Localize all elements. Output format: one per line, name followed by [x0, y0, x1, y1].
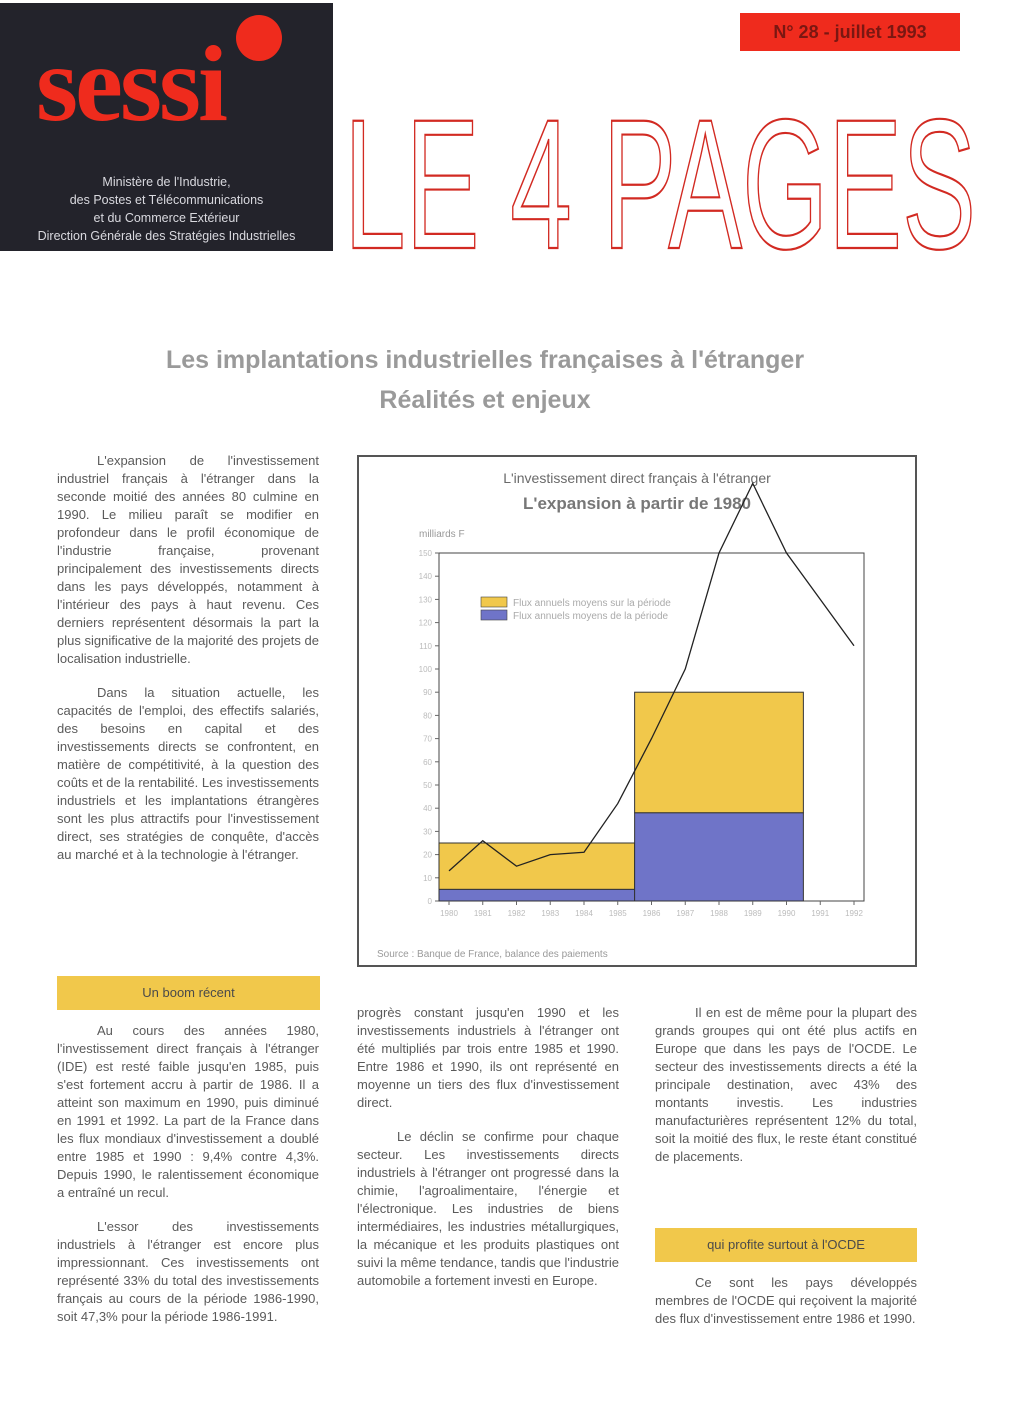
- y-tick-label: 30: [423, 827, 432, 837]
- x-tick-label: 1987: [676, 909, 695, 918]
- section-heading-ocde: qui profite surtout à l'OCDE: [655, 1228, 917, 1262]
- legend-swatch-blue: [481, 610, 507, 620]
- logo-wordmark: sessi: [36, 25, 226, 144]
- chart-frame: [357, 455, 917, 967]
- paragraph: Ce sont les pays développés membres de l'OCDE qui reçoivent la majorité des flux d'investissement entre 1986 et 1990.: [655, 1275, 917, 1326]
- x-tick-label: 1991: [811, 909, 830, 918]
- chart-unit: milliards F: [419, 529, 465, 540]
- bar-upper-segment: [635, 692, 804, 813]
- headline-line1: Les implantations industrielles françaises à l'étranger: [165, 346, 805, 374]
- publication-title: [342, 112, 982, 252]
- headline-line2: Réalités et enjeux: [379, 386, 591, 414]
- x-tick-label: 1980: [440, 909, 458, 918]
- y-tick-label: 110: [419, 641, 432, 651]
- x-tick-label: 1982: [507, 909, 526, 918]
- paragraph: L'expansion de l'investissement industriel français à l'étranger dans la seconde moitié des années 80 culmine en 1990. Le milieu paraît se modifier en profondeur dans le profil économique de l'industrie française, provenant principalement des investissements directs dans les pays développés, notamment à l'intérieur des pays à haut revenu. Ces derniers représentent désormais la part la plus significative de la majorité des projets de localisation industrielle.: [57, 453, 319, 666]
- y-tick-label: 40: [423, 804, 432, 814]
- chart-title: L'investissement direct français à l'étranger: [503, 470, 771, 486]
- y-tick-label: 140: [418, 572, 432, 582]
- legend-label-2: Flux annuels moyens de la période: [513, 611, 669, 622]
- column-left-lower: [57, 1022, 319, 1342]
- ministry-line: des Postes et Télécommunications: [69, 193, 264, 207]
- paragraph: Il en est de même pour la plupart des grands groupes qui ont été plus actifs en Europe que dans les pays de l'OCDE. Le secteur des investissements directs a été la principale destination, avec 43% des montants investis. Les industries manufacturières représentent 12% du total, soit la moitié des flux, le reste étant constitué de placements.: [655, 1005, 917, 1164]
- bar-lower-segment: [439, 889, 635, 901]
- x-tick-label: 1992: [845, 909, 863, 918]
- bar-upper-segment: [439, 843, 635, 889]
- y-tick-label: 70: [423, 734, 432, 744]
- section-heading-boom: Un boom récent: [57, 976, 320, 1010]
- y-tick-label: 90: [423, 688, 432, 698]
- column-right: [655, 1004, 917, 1182]
- y-tick-label: 10: [423, 873, 432, 883]
- y-tick-label: 20: [423, 850, 432, 860]
- y-tick-label: 130: [418, 595, 432, 605]
- x-tick-label: 1981: [473, 909, 492, 918]
- ministry-line: et du Commerce Extérieur: [93, 211, 240, 225]
- column-right-lower: [655, 1274, 917, 1344]
- y-tick-label: 60: [423, 757, 432, 767]
- paragraph: Le déclin se confirme pour chaque secteur. Les investissements directs industriels à l'étranger ont progressé dans la chimie, l'agroalimentaire, l'énergie et l'électronique. Les industries de biens intermédiaires, les industries métallurgiques, la mécanique et les produits plastiques ont suivi la même tendance, tandis que l'industrie automobile a fortement investi en Europe.: [357, 1129, 619, 1288]
- y-tick-label: 50: [423, 781, 432, 790]
- paragraph: Dans la situation actuelle, les capacités de l'emploi, des effectifs salariés, des besoins en capital et des investissements directs se confrontent, en matière de compétitivité, à la question des coûts et de la rentabilité. Les investissements industriels et les implantations étrangères sont les plus attractifs pour l'investissement direct, ses stratégies de conquête, d'accès au marché et à la technologie à l'étranger.: [57, 685, 319, 862]
- paragraph: L'essor des investissements industriels à l'étranger est encore plus impressionnant. Ces investissements ont représenté 33% du total des investissements français au cours de la période 1986-1990, soit 47,3% pour la période 1986-1991.: [57, 1219, 319, 1324]
- sessi-logo-block: [0, 3, 333, 251]
- bar-lower-segment: [635, 813, 804, 901]
- publication-title-text: LE 4 PAGES: [344, 112, 976, 252]
- legend-swatch-yellow: [481, 597, 507, 607]
- chart-source: Source : Banque de France, balance des paiements: [377, 949, 608, 960]
- chart-subtitle: L'expansion à partir de 1980: [523, 494, 751, 513]
- paragraph: Au cours des années 1980, l'investissement direct français à l'étranger (IDE) est resté faible jusqu'en 1985, puis s'est fortement accru à partir de 1986. Il a atteint son maximum en 1990, puis diminué en 1991 et 1992. La part de la France dans les flux mondiaux d'investissement a doublé entre 1985 et 1990 : 9,4% contre 4,3%. Depuis 1990, le ralentissement économique a entraîné un recul.: [57, 1023, 319, 1200]
- headline: [60, 340, 910, 420]
- column-left: [57, 452, 319, 880]
- x-tick-label: 1984: [575, 909, 593, 918]
- ministry-line: Direction Générale des Stratégies Industrielles: [37, 229, 296, 243]
- paragraph: progrès constant jusqu'en 1990 et les investissements industriels à l'étranger ont été multipliés par trois entre 1985 et 1990. Entre 1986 et 1990, ils ont représenté en moyenne un tiers des flux d'investissement direct.: [357, 1005, 619, 1110]
- x-tick-label: 1988: [710, 909, 728, 918]
- investment-chart: [359, 457, 915, 965]
- plot-area: [419, 483, 864, 918]
- x-tick-label: 1983: [541, 909, 560, 918]
- x-tick-label: 1990: [777, 909, 796, 918]
- y-tick-label: 80: [423, 711, 432, 721]
- y-tick-label: 150: [418, 549, 432, 558]
- ministry-line: Ministère de l'Industrie,: [102, 175, 231, 189]
- y-tick-label: 120: [418, 618, 432, 628]
- legend-label-1: Flux annuels moyens sur la période: [513, 598, 671, 609]
- issue-badge: N° 28 - juillet 1993: [740, 13, 960, 51]
- y-tick-label: 100: [418, 665, 432, 674]
- y-tick-label: 0: [427, 897, 432, 906]
- logo-dot-icon: [236, 15, 282, 61]
- column-middle: [357, 1004, 619, 1306]
- x-tick-label: 1989: [743, 909, 762, 918]
- ministry-lines: [0, 173, 333, 245]
- x-tick-label: 1985: [608, 909, 627, 918]
- x-tick-label: 1986: [642, 909, 661, 918]
